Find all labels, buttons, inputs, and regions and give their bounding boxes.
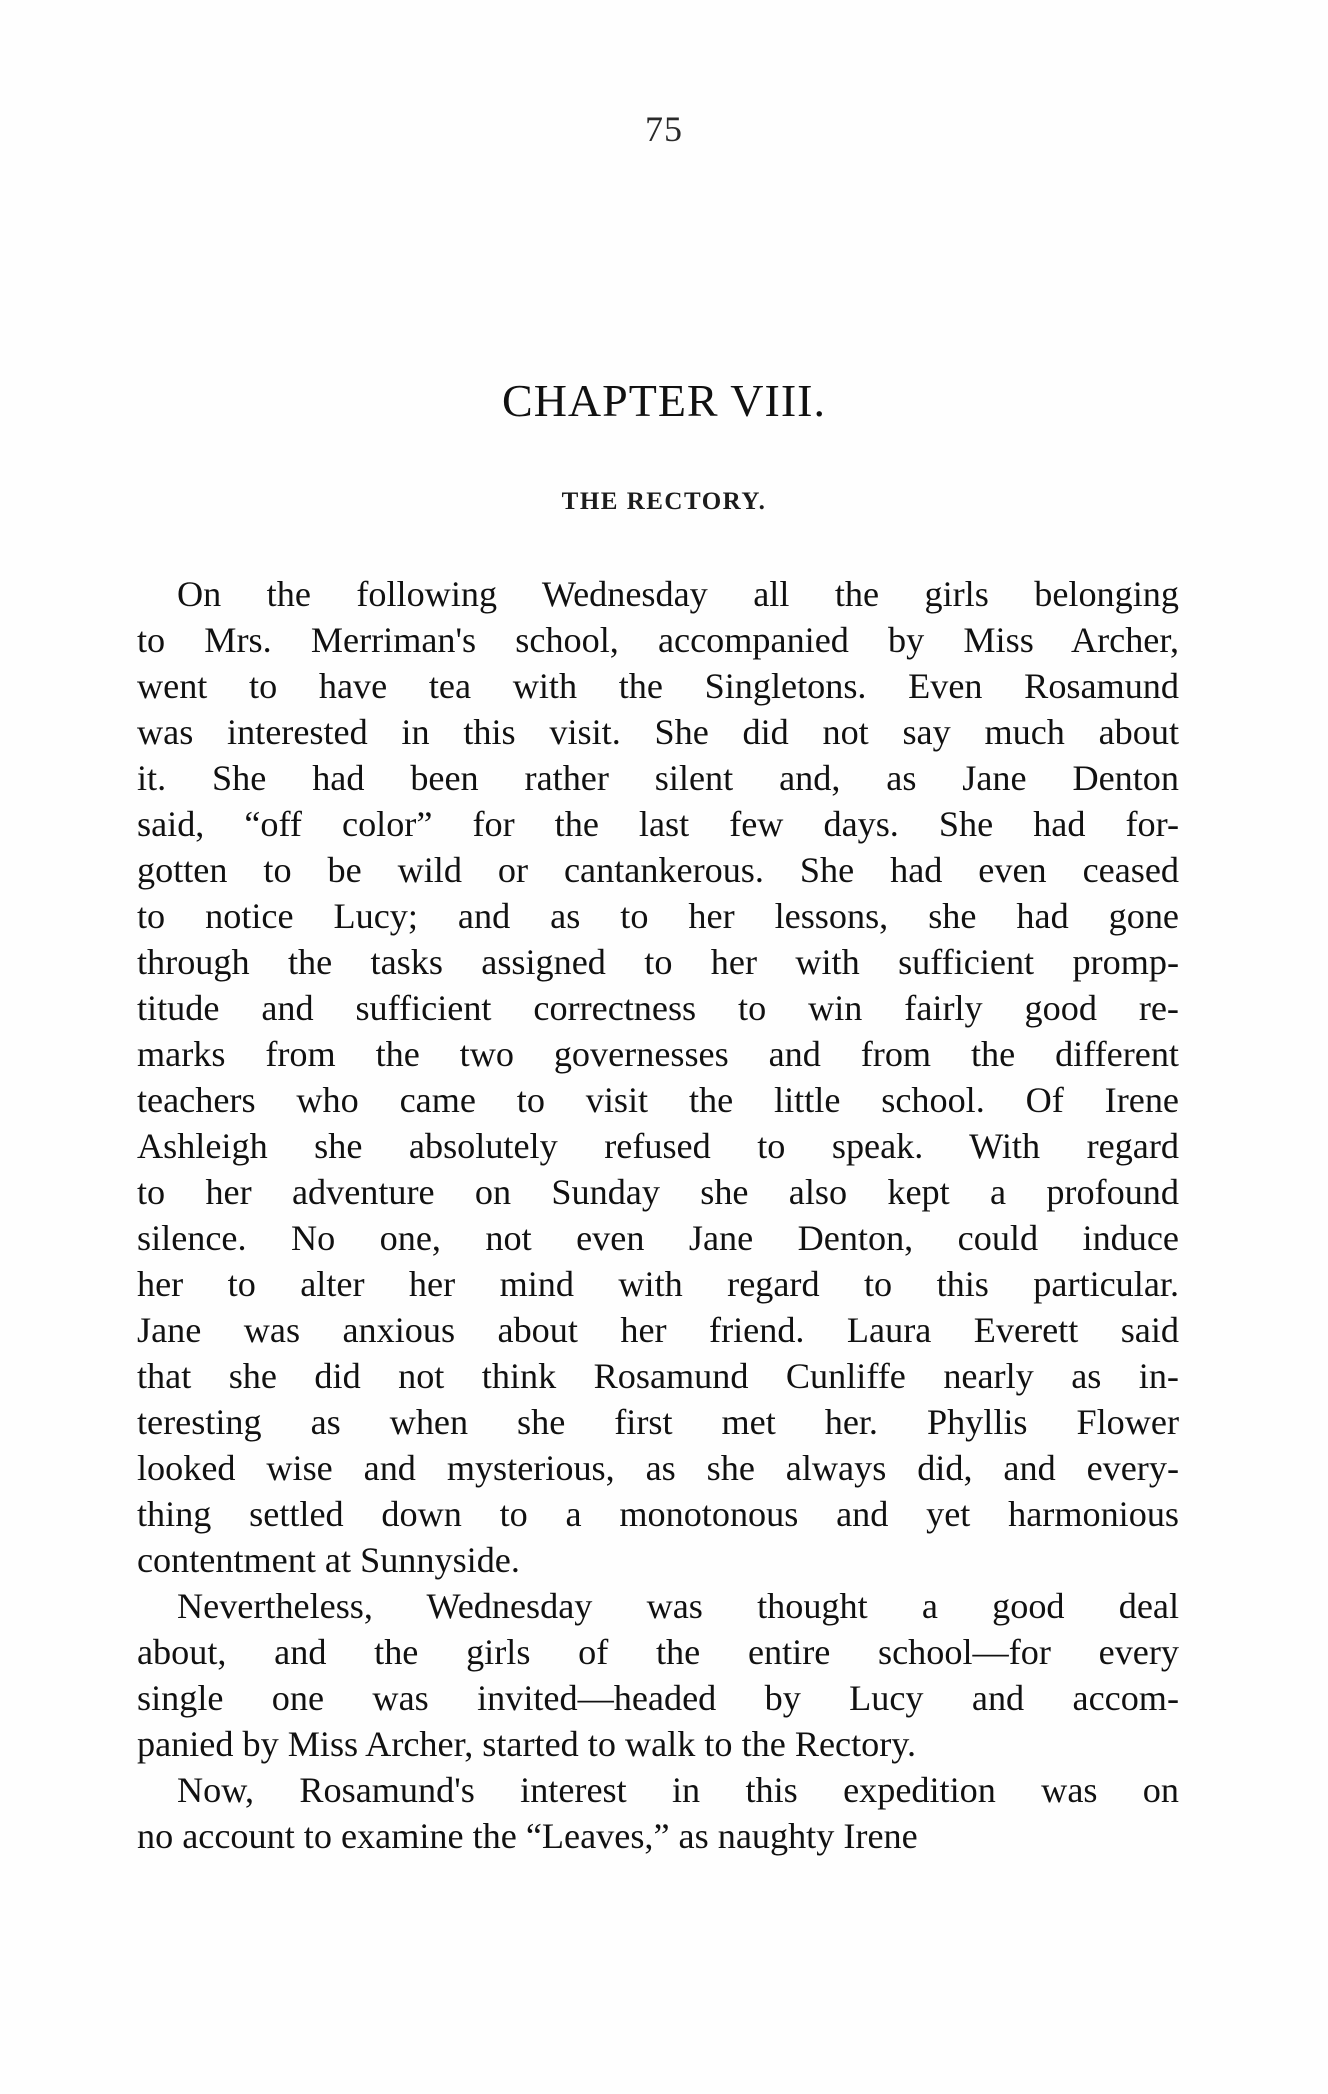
text-line: to notice Lucy; and as to her lessons, she had gone <box>137 896 1179 936</box>
text-line: her to alter her mind with regard to this particular. <box>137 1264 1179 1304</box>
page-number: 75 <box>645 109 683 149</box>
text-line: panied by Miss Archer, started to walk to the Rectory. <box>137 1724 917 1764</box>
paragraph <box>137 1767 1179 1859</box>
text-line: no account to examine the “Leaves,” as naughty Irene <box>137 1816 918 1856</box>
text-line: to her adventure on Sunday she also kept a profound <box>137 1172 1179 1212</box>
text-line: Now, Rosamund's interest in this expedition was on <box>177 1770 1179 1810</box>
text-line: Ashleigh she absolutely refused to speak. With regard <box>137 1126 1179 1166</box>
text-line: teresting as when she first met her. Phyllis Flower <box>137 1402 1179 1442</box>
text-line: single one was invited—headed by Lucy and accom- <box>137 1678 1179 1718</box>
text-line: through the tasks assigned to her with sufficient promp- <box>137 942 1179 982</box>
text-line: marks from the two governesses and from the different <box>137 1034 1179 1074</box>
text-line: Jane was anxious about her friend. Laura Everett said <box>137 1310 1179 1350</box>
paragraph <box>137 571 1179 1583</box>
text-line: went to have tea with the Singletons. Even Rosamund <box>137 666 1179 706</box>
body-text <box>137 571 1179 1859</box>
text-line: thing settled down to a monotonous and yet harmonious <box>137 1494 1179 1534</box>
text-line: was interested in this visit. She did not say much about <box>137 712 1179 752</box>
paragraph <box>137 1583 1179 1767</box>
text-line: Nevertheless, Wednesday was thought a good deal <box>177 1586 1179 1626</box>
text-line: gotten to be wild or cantankerous. She had even ceased <box>137 850 1179 890</box>
text-line: looked wise and mysterious, as she always did, and every- <box>137 1448 1179 1488</box>
text-line: On the following Wednesday all the girls belonging <box>177 574 1179 614</box>
text-line: titude and sufficient correctness to win fairly good re- <box>137 988 1179 1028</box>
text-line: said, “off color” for the last few days. She had for- <box>137 804 1179 844</box>
text-line: that she did not think Rosamund Cunliffe nearly as in- <box>137 1356 1179 1396</box>
text-line: to Mrs. Merriman's school, accompanied by Miss Archer, <box>137 620 1179 660</box>
text-line: contentment at Sunnyside. <box>137 1540 520 1580</box>
text-line: silence. No one, not even Jane Denton, could induce <box>137 1218 1179 1258</box>
chapter-subtitle: THE RECTORY. <box>561 488 767 515</box>
text-line: teachers who came to visit the little school. Of Irene <box>137 1080 1179 1120</box>
chapter-title: CHAPTER VIII. <box>502 375 826 426</box>
text-line: about, and the girls of the entire school—for every <box>137 1632 1179 1672</box>
text-line: it. She had been rather silent and, as Jane Denton <box>137 758 1179 798</box>
